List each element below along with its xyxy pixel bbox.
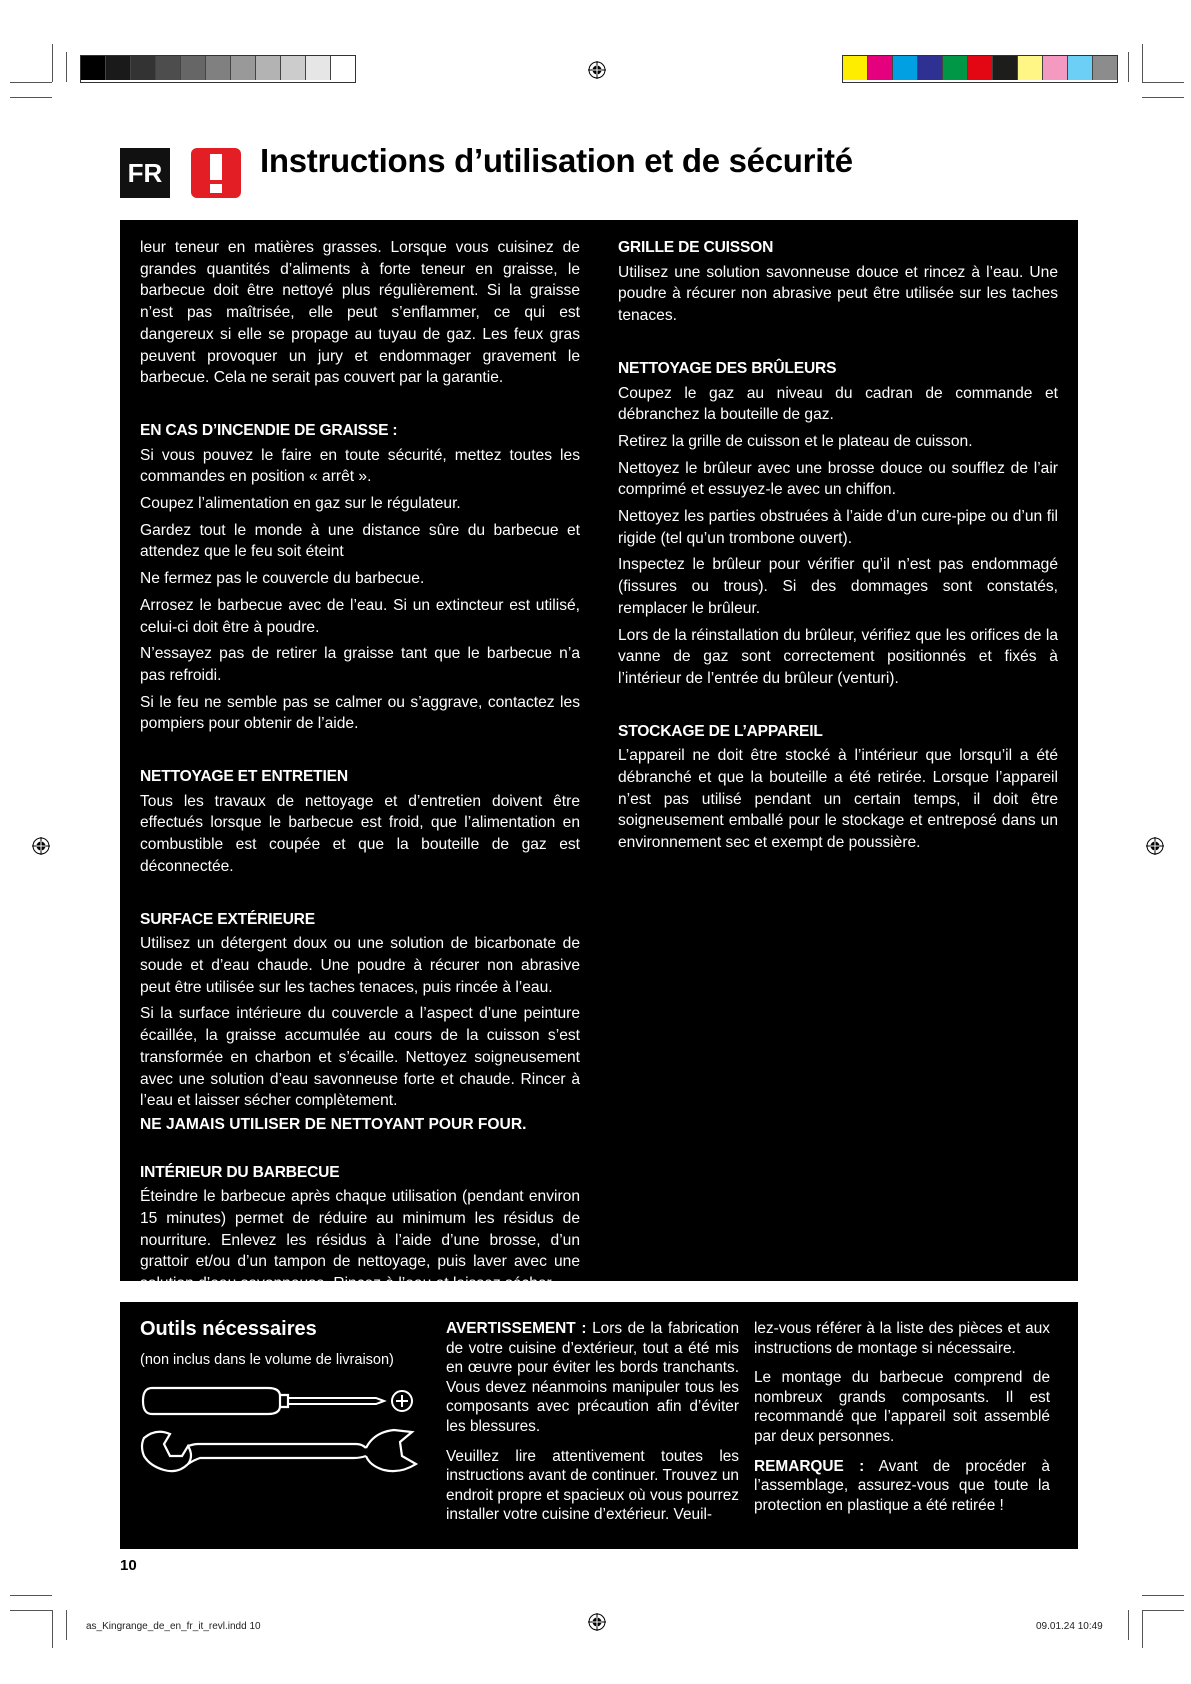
registration-mark-icon bbox=[32, 837, 50, 855]
fire-heading: EN CAS D’INCENDIE DE GRAISSE : bbox=[140, 421, 398, 439]
color-swatch bbox=[1018, 56, 1043, 80]
file-slug: as_Kingrange_de_en_fr_it_revl.indd 10 bbox=[86, 1621, 261, 1632]
burner-item: Retirez la grille de cuisson et le plateau de cuisson. bbox=[618, 432, 973, 450]
color-swatch bbox=[943, 56, 968, 80]
intro-paragraph: leur teneur en matières grasses. Lorsque vous cuisinez de grandes quantités d’aliments à forte teneur en graisse, le barbecue doit être nettoyé plus régulièrement. Si la graisse n’est pas maîtrisée, elle peut s’enflammer, ce qui est dangereux si elle se propage au tuyau de gaz. Les feux gras peuvent provoquer un jury et endommager gravement le barbecue. Cela ne serait pas couvert par la garantie. bbox=[140, 239, 580, 387]
fire-item: Arrosez le barbecue avec de l’eau. Si un extincteur est utilisé, celui-ci doit être à poudre. bbox=[140, 596, 580, 636]
storage-text: L’appareil ne doit être stocké à l’intérieur que lorsqu’il a été débranché et que la bouteille a été retirée. Lorsque l’appareil n’est pas utilisé pendant un certain temps, il doit être soigneusement emballé pour le stockage et entreposé dans un environnement sec et exempt de poussière. bbox=[618, 747, 1058, 852]
fire-item: Gardez tout le monde à une distance sûre du barbecue et attendez que le feu soit éteint bbox=[140, 521, 580, 561]
fire-item: Si le feu ne semble pas se calmer ou s’aggrave, contactez les pompiers pour obtenir de l’aide. bbox=[140, 693, 580, 733]
note-label: REMARQUE : bbox=[754, 1457, 865, 1475]
color-swatch bbox=[1068, 56, 1093, 80]
color-swatch bbox=[843, 56, 868, 80]
color-swatch bbox=[918, 56, 943, 80]
color-swatch bbox=[893, 56, 918, 80]
tools-panel bbox=[120, 1302, 1078, 1549]
fire-item: N’essayez pas de retirer la graisse tant que le barbecue n’a pas refroidi. bbox=[140, 645, 580, 684]
print-date: 09.01.24 10:49 bbox=[1036, 1621, 1103, 1632]
read-instructions-text: Veuillez lire attentivement toutes les instructions avant de continuer. Trouvez un endroit propre et spacieux où vous pourrez installer votre cuisine d’extérieur. Veuil- bbox=[446, 1447, 739, 1524]
parts-list-text: lez-vous référer à la liste des pièces et aux instructions de montage si nécessaire. bbox=[754, 1320, 1050, 1357]
color-swatch bbox=[281, 56, 306, 80]
color-swatch bbox=[306, 56, 331, 80]
color-swatch bbox=[968, 56, 993, 80]
tools-subtitle: (non inclus dans le volume de livraison) bbox=[140, 1352, 394, 1368]
warning-exclamation-icon bbox=[191, 148, 241, 198]
burner-item: Coupez le gaz au niveau du cadran de commande et débranchez la bouteille de gaz. bbox=[618, 384, 1058, 424]
color-swatch bbox=[868, 56, 893, 80]
note-paragraph bbox=[754, 1457, 1050, 1516]
color-swatch bbox=[1093, 56, 1117, 80]
process-color-bar bbox=[842, 55, 1118, 83]
tools-title: Outils nécessaires bbox=[140, 1318, 317, 1340]
color-swatch bbox=[331, 56, 355, 80]
storage-heading: STOCKAGE DE L’APPAREIL bbox=[618, 722, 823, 740]
grill-heading: GRILLE DE CUISSON bbox=[618, 239, 774, 256]
burner-heading: NETTOYAGE DES BRÛLEURS bbox=[618, 359, 837, 377]
color-swatch bbox=[256, 56, 281, 80]
instructions-panel bbox=[120, 220, 1078, 1293]
cleaning-heading: NETTOYAGE ET ENTRETIEN bbox=[140, 768, 348, 786]
burner-item: Inspectez le brûleur pour vérifier qu’il n’est pas endommagé (fissures ou trous). Si des dommages sont constatés, remplacer le brûleur. bbox=[618, 556, 1058, 617]
color-swatch bbox=[181, 56, 206, 80]
assembly-text: Le montage du barbecue comprend de nombreux grands composants. Il est recommandé que l’appareil soit assemblé par deux personnes. bbox=[754, 1369, 1050, 1445]
warning-text: Lors de la fabrication de votre cuisine d’extérieur, tout a été mis en œuvre pour éviter les bords tranchants. Vous devez néanmoins manipuler tous les composants avec précaution afin d’éviter les blessures. bbox=[446, 1320, 740, 1435]
left-column bbox=[140, 237, 580, 1300]
fire-item: Si vous pouvez le faire en toute sécurité, mettez toutes les commandes en position « arrêt ». bbox=[140, 446, 580, 486]
interior-text: Éteindre le barbecue après chaque utilisation (pendant environ 15 minutes) permet de réduire au minimum les résidus de nourriture. Enlevez les résidus à l’aide d’une brosse, d’un grattoir et/ou d’un tampon de nettoyage, puis laver avec une solution d’eau savonneuse. Rincez à l’eau et laissez sécher. bbox=[140, 1188, 580, 1293]
color-swatch bbox=[156, 56, 181, 80]
color-swatch bbox=[81, 56, 106, 80]
color-swatch bbox=[206, 56, 231, 80]
burner-item: Nettoyez les parties obstruées à l’aide d’un cure-pipe ou d’un fil rigide (tel qu’un trombone ouvert). bbox=[618, 508, 1058, 547]
color-swatch bbox=[131, 56, 156, 80]
color-swatch bbox=[106, 56, 131, 80]
color-swatch bbox=[1043, 56, 1068, 80]
burner-item: Lors de la réinstallation du brûleur, vérifiez que les orifices de la vanne de gaz sont correctement positionnés et fixés à l’intérieur de l’entrée du brûleur (venturi). bbox=[618, 626, 1058, 687]
color-swatch bbox=[231, 56, 256, 80]
screwdriver-icon bbox=[140, 1384, 418, 1418]
right-column bbox=[618, 237, 1058, 859]
warning-label: AVERTISSEMENT : bbox=[446, 1320, 587, 1337]
warning-column-1 bbox=[446, 1319, 739, 1535]
fire-item: Coupez l’alimentation en gaz sur le régulateur. bbox=[140, 495, 461, 513]
wrench-icon bbox=[138, 1426, 420, 1476]
oven-cleaner-warning: NE JAMAIS UTILISER DE NETTOYANT POUR FOUR. bbox=[140, 1115, 527, 1133]
fire-item: Ne fermez pas le couvercle du barbecue. bbox=[140, 570, 425, 588]
registration-mark-icon bbox=[588, 61, 606, 79]
warning-paragraph bbox=[446, 1319, 739, 1437]
warning-column-2 bbox=[754, 1319, 1050, 1525]
exterior-heading: SURFACE EXTÉRIEURE bbox=[140, 910, 315, 928]
language-badge: FR bbox=[120, 148, 170, 198]
color-swatch bbox=[993, 56, 1018, 80]
page-number: 10 bbox=[120, 1557, 137, 1574]
cleaning-text: Tous les travaux de nettoyage et d’entretien doivent être effectués lorsque le barbecue est froid, que l’alimentation en combustible est coupée et que la bouteille de gaz est déconnectée. bbox=[140, 792, 580, 875]
grayscale-color-bar bbox=[80, 55, 356, 83]
grill-text: Utilisez une solution savonneuse douce et rincez à l’eau. Une poudre à récurer non abrasive peut être utilisée sur les taches tenaces. bbox=[618, 263, 1058, 325]
note-text: Avant de procéder à l’assemblage, assurez-vous que toute la protection en plastique a été retirée ! bbox=[754, 1457, 1050, 1514]
registration-mark-icon bbox=[588, 1613, 606, 1631]
exterior-text: Utilisez un détergent doux ou une solution de bicarbonate de soude et d’eau chaude. Une poudre à récurer non abrasive peut être utilisée sur les taches tenaces, puis rincée à l’eau. bbox=[140, 935, 580, 996]
interior-heading: INTÉRIEUR DU BARBECUE bbox=[140, 1163, 340, 1181]
burner-item: Nettoyez le brûleur avec une brosse douce ou soufflez de l’air comprimé et essuyez-le avec un chiffon. bbox=[618, 459, 1058, 499]
page-title: Instructions d’utilisation et de sécurité bbox=[260, 142, 853, 179]
exterior-text: Si la surface intérieure du couvercle a l’aspect d’une peinture écaillée, la graisse accumulée au cours de la cuisson s’est transformée en charbon et s’écaille. Nettoyez soigneusement avec une solution d’eau savonneuse forte et chaude. Rincer à l’eau et laisser sécher complètement. bbox=[140, 1005, 580, 1110]
registration-mark-icon bbox=[1146, 837, 1164, 855]
